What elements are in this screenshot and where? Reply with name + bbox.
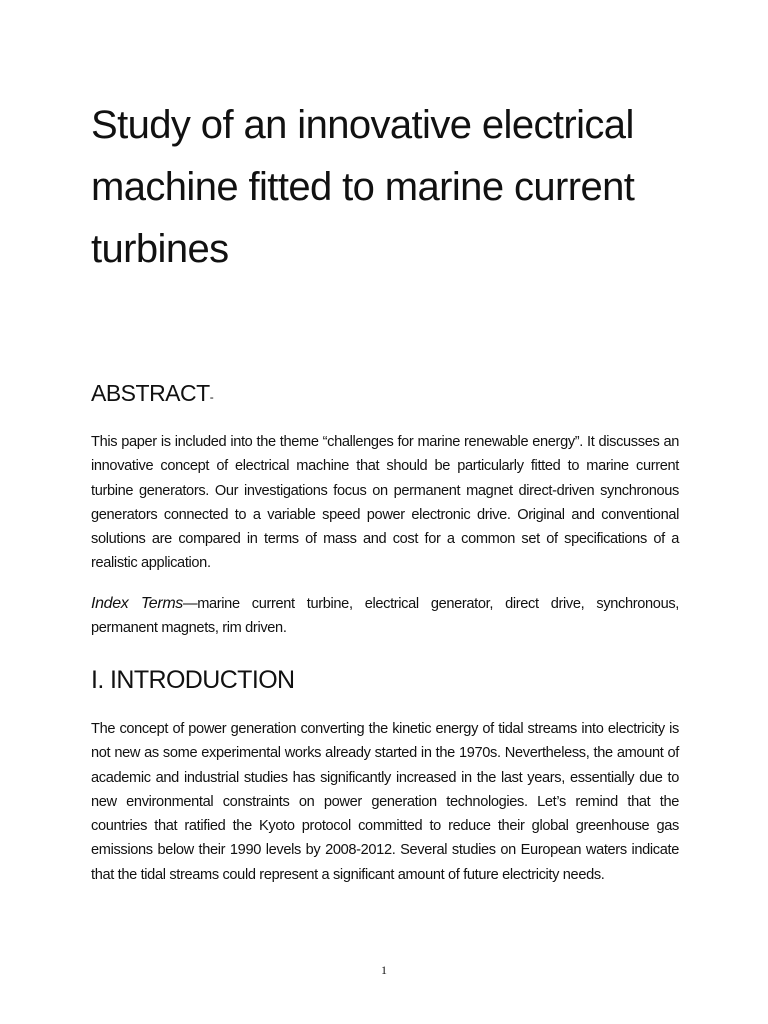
abstract-heading-dash: - bbox=[209, 390, 214, 404]
introduction-paragraph: The concept of power generation converting the kinetic energy of tidal streams into electricity is not new as some experimental works already started in the 1970s. Nevertheless, the amount of academic and industrial studies has significantly increased in the last years, essentially due to new environmental constraints on power generation technologies. Let’s remind that the countries that ratified the Kyoto protocol committed to reduce their global greenhouse gas emissions below their 1990 levels by 2008-2012. Several studies on European waters indicate that the tidal streams could represent a significant amount of future electricity needs. bbox=[91, 721, 679, 883]
abstract-heading bbox=[91, 377, 214, 413]
index-terms-paragraph bbox=[91, 592, 679, 641]
abstract-paragraph: This paper is included into the theme “challenges for marine renewable energy”. It discusses an innovative concept of electrical machine that should be particularly fitted to marine current turbine generators. Our investigations focus on permanent magnet direct-driven synchronous generators connected to a variable speed power electronic drive. Original and conventional solutions are compared in terms of mass and cost for a common set of specifications of a realistic application. bbox=[91, 434, 679, 572]
index-terms-text: —marine current turbine, electrical generator, direct drive, synchronous, permanent magnets, rim driven. bbox=[91, 596, 679, 637]
page-number: 1 bbox=[381, 963, 387, 977]
index-terms-label: Index Terms bbox=[91, 595, 183, 612]
paper-title: Study of an innovative electrical machine fitted to marine current turbines bbox=[91, 103, 635, 271]
abstract-heading-label: ABSTRACT bbox=[91, 380, 210, 406]
introduction-heading: I. INTRODUCTION bbox=[91, 666, 295, 694]
